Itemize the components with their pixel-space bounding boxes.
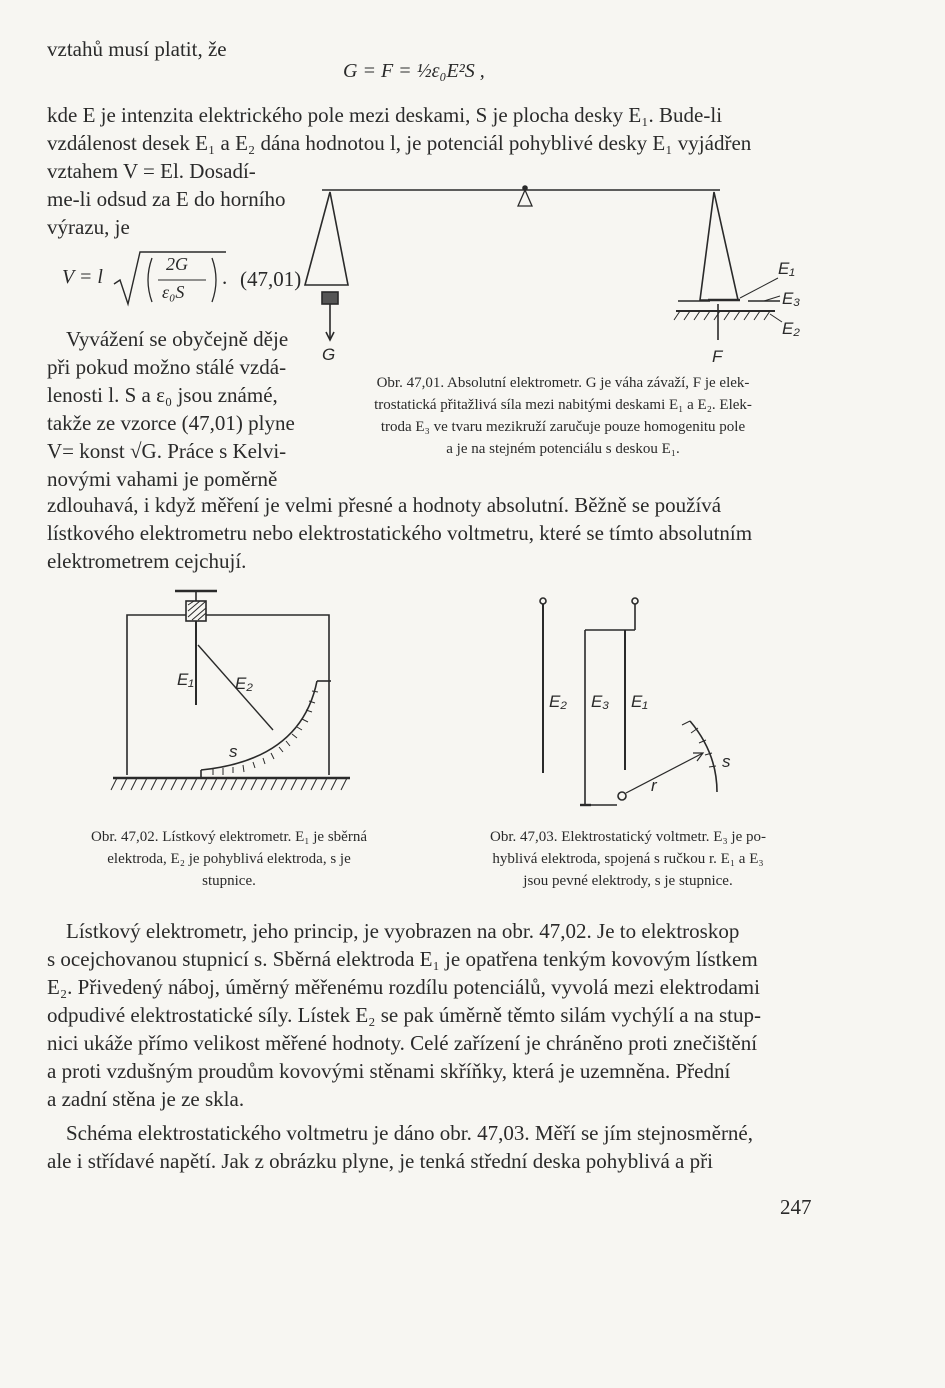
terminal-left [540,598,546,604]
label-e3: E₃ [591,692,610,711]
caption-line: hyblivá elektroda, spojená s ručkou r. E₁ a E₃ [492,851,764,867]
label-e1: E₁ [631,692,648,711]
formula-numerator: 2G [166,254,188,274]
caption-line: jsou pevné elektrody, s je stupnice. [523,873,733,889]
text-line: s ocejchovanou stupnicí s. Sběrná elektroda E₁ je opatřena tenkým kovovým lístkem [47,947,758,971]
pointer-r [626,753,703,793]
caption-line: trostatická přitažlivá síla mezi nabitými deskami E₁ a E₂. Elek- [374,397,752,413]
text-line: E₂. Přivedený náboj, úměrný měřenému rozdílu potenciálů, vyvolá mezi elektrodami [47,975,760,999]
figure-leaf-electrometer [105,585,365,800]
caption-line: troda E₃ ve tvaru mezikruží zaručuje pouze homogenitu pole [380,419,746,435]
caption-line: Obr. 47,03. Elektrostatický voltmetr. E₃ je po- [489,829,766,845]
left-pan-hanger [305,192,348,285]
figure-electrostatic-voltmeter [525,595,775,815]
terminal-right [632,598,638,604]
label-r: r [651,776,657,795]
equation-forces: G = F = ½ε₀E²S , [343,60,485,82]
text-line: odpudivé elektrostatické síly. Lístek E₂ se pak úměrně těmto silám vychýlí a na stup- [47,1003,761,1027]
label-e1: E₁ [778,259,795,278]
scale-arc [690,721,717,792]
scale-arc [201,681,317,770]
text-line: Schéma elektrostatického voltmetru je dáno obr. 47,03. Měří se jím stejnosměrné, [66,1121,754,1145]
equation-number: (47,01) [240,267,302,291]
formula-denominator: ε₀S [162,282,185,302]
label-g: G [322,345,336,364]
page-number: 247 [780,1195,812,1219]
fulcrum [518,190,532,206]
text-line: lístkového elektrometru nebo elektrostatického voltmetru, které se tímto absolutním [47,521,753,545]
text-line: a proti vzdušným proudům kovovými stěnami skříňky, která je uzemněna. Přední [47,1059,731,1083]
text-line: výrazu, je [47,215,130,239]
caption-line: stupnice. [202,873,256,889]
caption-fig-47-03 [438,826,818,892]
text-line: lenosti l. S a ε₀ jsou známé, [47,383,278,407]
figure-absolute-electrometer [300,180,800,370]
label-e2: E₂ [782,319,800,338]
text-line: nici ukáže přímo velikost měřené hodnoty. Celé zařízení je chráněno proti znečištění [47,1031,758,1055]
text-line: a zadní stěna je ze skla. [47,1087,245,1111]
text-line: takže ze vzorce (47,01) plyne [47,411,295,435]
label-e1: E₁ [177,670,194,689]
weight [322,292,338,304]
right-pan-hanger [700,192,738,300]
text-line: vztahů musí platit, že [47,37,227,61]
caption-fig-47-01 [316,372,810,460]
text-line: kde E je intenzita elektrického pole mezi deskami, S je plocha desky E₁. Bude-li [47,103,723,127]
caption-line: Obr. 47,02. Lístkový elektrometr. E₁ je sběrná [90,829,367,845]
text-line: V= konst √G. Práce s Kelvi- [47,439,287,463]
text-line: Vyvážení se obyčejně děje [66,327,289,351]
pivot [618,792,626,800]
label-e2: E₂ [235,674,253,693]
label-s: s [229,742,238,761]
formula-47-01 [62,250,302,310]
caption-line: elektroda, E₂ je pohyblivá elektroda, s je [107,851,351,867]
text-line: ale i střídavé napětí. Jak z obrázku plyne, je tenká střední deska pohyblivá a při [47,1149,713,1173]
caption-line: a je na stejném potenciálu s deskou E₁. [446,441,680,457]
formula-lhs: V = l [62,266,103,288]
label-f: F [712,347,723,366]
text-line: me-li odsud za E do horního [47,187,286,211]
text-line: novými vahami je poměrně [47,467,278,491]
label-e2: E₂ [549,692,567,711]
text-line: Lístkový elektrometr, jeho princip, je vyobrazen na obr. 47,02. Je to elektroskop [66,919,740,943]
text-line: elektrometrem cejchují. [47,549,247,573]
caption-line: Obr. 47,01. Absolutní elektrometr. G je váha závaží, F je elek- [376,375,750,391]
text-line: při pokud možno stálé vzdá- [47,355,287,379]
text-line: zdlouhavá, i když měření je velmi přesné a hodnoty absolutní. Běžně se používá [47,493,722,517]
caption-fig-47-02 [47,826,411,892]
text-line: vzdálenost desek E₁ a E₂ dána hodnotou l, je potenciál pohyblivé desky E₁ vyjádřen [47,131,752,155]
label-s: s [722,752,731,771]
label-e3: E₃ [782,289,801,308]
formula-dot: . [222,265,228,289]
text-line: vztahem V = El. Dosadí- [47,159,256,183]
